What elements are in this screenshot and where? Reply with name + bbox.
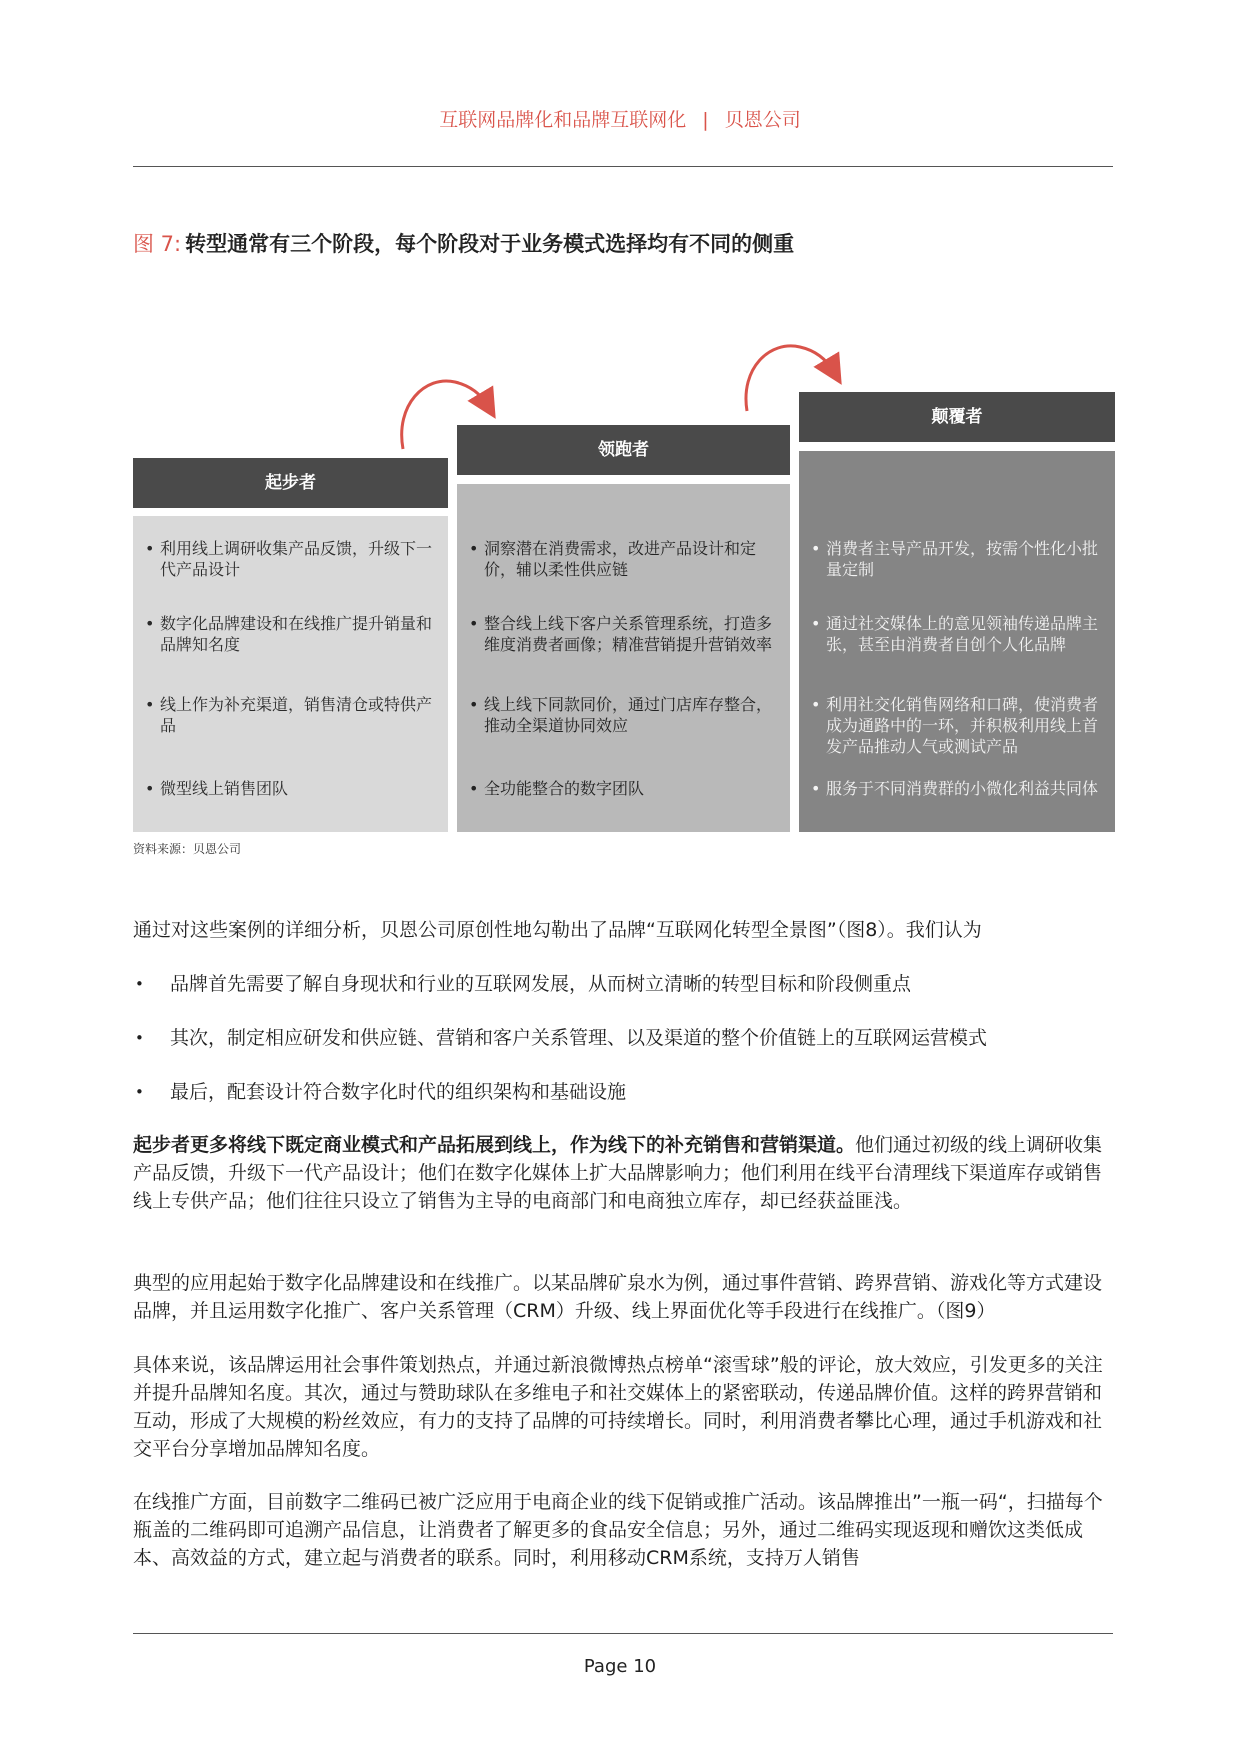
list-item: • 消费者主导产品开发，按需个性化小批量定制 — [811, 538, 1101, 580]
list-item: • 通过社交媒体上的意见领袖传递品牌主张，甚至由消费者自创个人化品牌 — [811, 613, 1101, 655]
list-item: • 微型线上销售团队 — [145, 778, 434, 799]
figure-number: 图 7: — [133, 232, 182, 256]
starter-lead: 起步者更多将线下既定商业模式和产品拓展到线上，作为线下的补充销售和营销渠道。 — [133, 1134, 856, 1156]
stage-title: 颠覆者 — [799, 392, 1115, 442]
header-title: 互联网品牌化和品牌互联网化 — [439, 109, 687, 131]
list-item: • 线上作为补充渠道，销售清仓或特供产品 — [145, 694, 434, 736]
stage-arrows — [0, 0, 1240, 460]
list-item: • 数字化品牌建设和在线推广提升销量和品牌知名度 — [145, 613, 434, 655]
intro-paragraph: 通过对这些案例的详细分析，贝恩公司原创性地勾勒出了品牌“互联网化转型全景图”（图8）。我们认为 — [133, 919, 982, 941]
list-item: • 品牌首先需要了解自身现状和行业的互联网发展，从而树立清晰的转型目标和阶段侧重点 — [133, 970, 1150, 998]
stage-title: 起步者 — [133, 458, 448, 508]
starter-text: 他们通过初级的线上调研收集产品反馈，升级下一代产品设计；他们在数字化媒体上扩大品牌影响力；他们利用在线平台清理线下渠道库存或销售线上专供产品；他们往往只设立了销售为主导的电商部门和电商独立库存，却已经获益匪浅。 — [133, 1134, 1103, 1212]
list-item: • 洞察潜在消费需求，改进产品设计和定价，辅以柔性供应链 — [469, 538, 776, 580]
promotion-paragraph: 在线推广方面，目前数字二维码已被广泛应用于电商企业的线下促销或推广活动。该品牌推出”一瓶一码“，扫描每个瓶盖的二维码即可追溯产品信息，让消费者了解更多的食品安全信息；另外，通过二维码实现返现和赠饮这类低成本、高效益的方式，建立起与消费者的联系。同时，利用移动CRM系统，支持万人销售 — [133, 1491, 1103, 1569]
stage-body — [133, 516, 448, 832]
list-item: • 其次，制定相应研发和供应链、营销和客户关系管理、以及渠道的整个价值链上的互联网运营模式 — [133, 1024, 1150, 1052]
list-item: • 服务于不同消费群的小微化利益共同体 — [811, 778, 1101, 799]
figure-source: 资料来源：贝恩公司 — [133, 842, 242, 856]
footer-rule — [133, 1633, 1113, 1634]
list-item: • 全功能整合的数字团队 — [469, 778, 776, 799]
figure-caption: 转型通常有三个阶段，每个阶段对于业务模式选择均有不同的侧重 — [185, 232, 795, 256]
header-company: 贝恩公司 — [724, 109, 801, 131]
stage-title: 领跑者 — [457, 425, 790, 475]
starter-paragraph — [133, 1131, 1113, 1215]
list-item: • 利用线上调研收集产品反馈，升级下一代产品设计 — [145, 538, 434, 580]
detail-paragraph: 具体来说，该品牌运用社会事件策划热点，并通过新浪微博热点榜单“滚雪球”般的评论，放大效应，引发更多的关注并提升品牌知名度。其次，通过与赞助球队在多维电子和社交媒体上的紧密联动，传递品牌价值。这样的跨界营销和互动，形成了大规模的粉丝效应，有力的支持了品牌的可持续增长。同时，利用消费者攀比心理，通过手机游戏和社交平台分享增加品牌知名度。 — [133, 1354, 1103, 1460]
page-number: Page 10 — [583, 1656, 657, 1677]
list-item: • 整合线上线下客户关系管理系统，打造多维度消费者画像；精准营销提升营销效率 — [469, 613, 776, 655]
stage-body — [799, 451, 1115, 832]
list-item: • 利用社交化销售网络和口碑，使消费者成为通路中的一环，并积极利用线上首发产品推动人气或测试产品 — [811, 694, 1101, 757]
stage-body — [457, 484, 790, 832]
header-separator: | — [702, 109, 709, 131]
list-item: • 最后，配套设计符合数字化时代的组织架构和基础设施 — [133, 1078, 1150, 1106]
list-item: • 线上线下同款同价，通过门店库存整合，推动全渠道协同效应 — [469, 694, 776, 736]
example-paragraph: 典型的应用起始于数字化品牌建设和在线推广。以某品牌矿泉水为例，通过事件营销、跨界营销、游戏化等方式建设品牌，并且运用数字化推广、客户关系管理（CRM）升级、线上界面优化等手段进行在线推广。（图9） — [133, 1272, 1103, 1322]
